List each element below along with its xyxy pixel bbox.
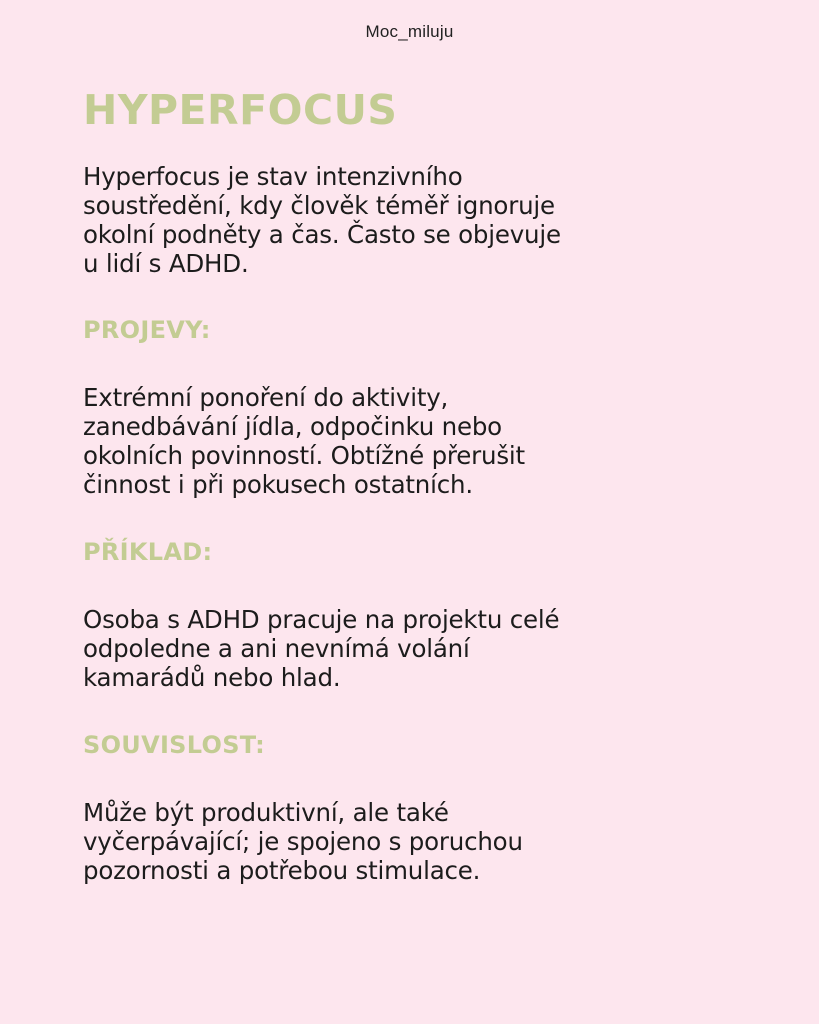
section-heading-priklad: PŘÍKLAD: (83, 538, 213, 566)
body-line: kamarádů nebo hlad. (83, 663, 341, 692)
account-handle: Moc_miluju (365, 22, 454, 41)
section-body-priklad (83, 605, 743, 692)
body-line: zanedbávání jídla, odpočinku nebo (83, 412, 502, 441)
body-line: pozornosti a potřebou stimulace. (83, 856, 481, 885)
section-body-projevy (83, 383, 743, 499)
section-heading-projevy: PROJEVY: (83, 316, 211, 344)
intro-line: u lidí s ADHD. (83, 249, 249, 278)
body-line: okolních povinností. Obtížné přerušit (83, 441, 525, 470)
body-line: Může být produktivní, ale také (83, 798, 449, 827)
body-line: Osoba s ADHD pracuje na projektu celé (83, 605, 560, 634)
intro-line: soustředění, kdy člověk téměř ignoruje (83, 191, 555, 220)
intro-line: Hyperfocus je stav intenzivního (83, 162, 463, 191)
post-content (83, 82, 743, 885)
body-line: vyčerpávající; je spojeno s poruchou (83, 827, 523, 856)
intro-line: okolní podněty a čas. Často se objevuje (83, 220, 561, 249)
section-heading-souvislost: SOUVISLOST: (83, 731, 266, 759)
section-body-souvislost (83, 798, 743, 885)
intro-paragraph (83, 162, 743, 278)
body-line: odpoledne a ani nevnímá volání (83, 634, 470, 663)
page-title: HYPERFOCUS (83, 86, 398, 134)
body-line: Extrémní ponoření do aktivity, (83, 383, 449, 412)
body-line: činnost i při pokusech ostatních. (83, 470, 473, 499)
